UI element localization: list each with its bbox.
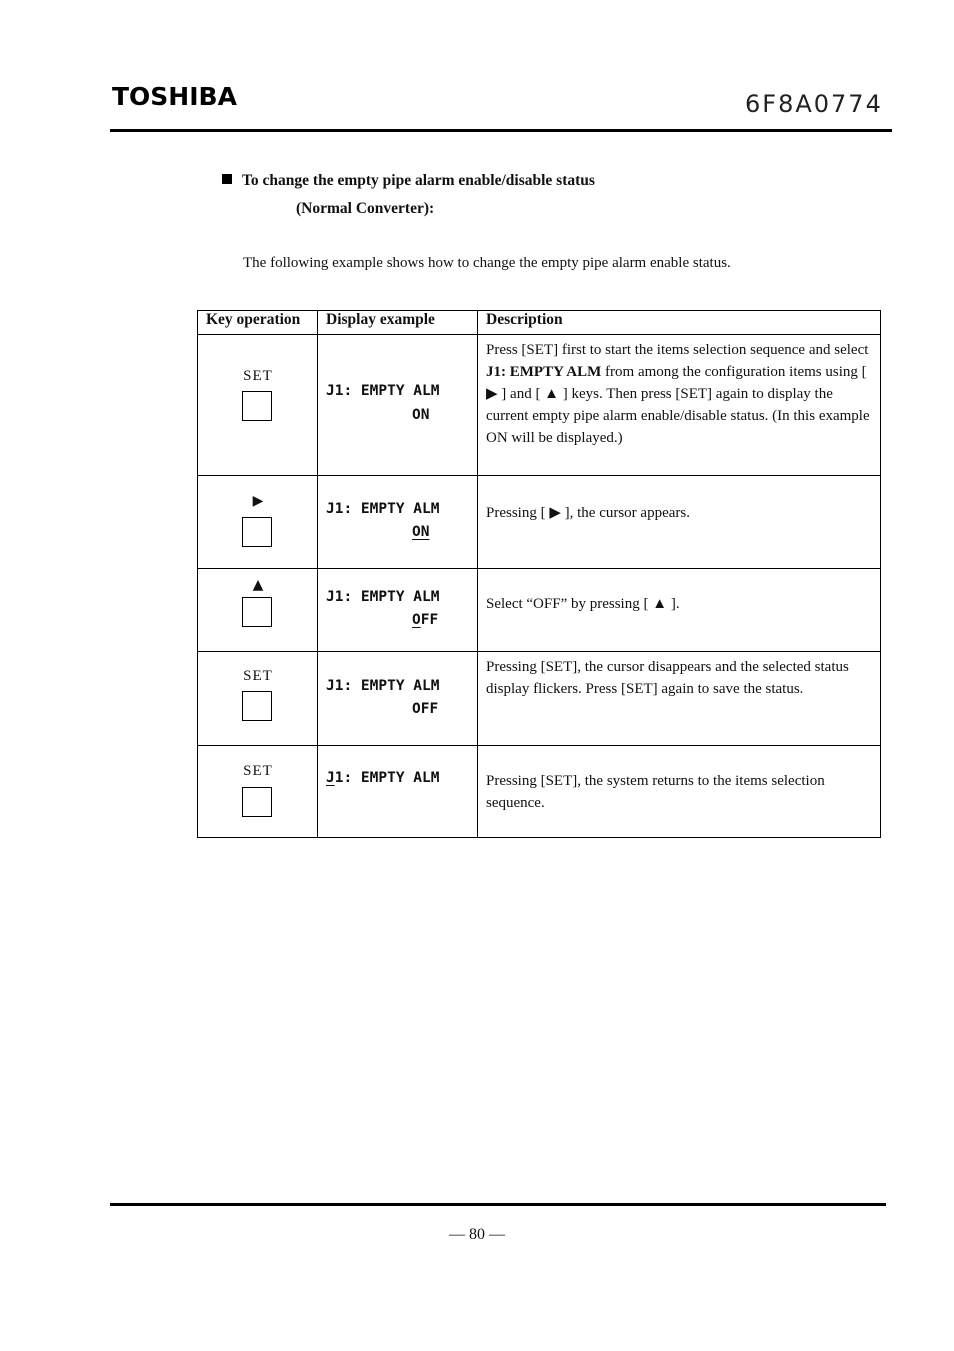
key-cell [198,569,318,652]
heading-title: To change the empty pipe alarm enable/disable status [242,172,595,189]
description-cell: Select “OFF” by pressing [ ▲ ]. [478,569,881,652]
description-cell [478,335,881,476]
cursor-char: J [326,770,335,786]
header-display-example: Display example [318,311,478,335]
brand-logo: TOSHIBA [112,82,237,111]
table-row [198,335,881,476]
header-rule [110,129,892,132]
table-row [198,569,881,652]
display-line-2: ON [412,524,430,540]
key-cell [198,335,318,476]
display-line-2: OFF [412,612,439,628]
description-text: Press [SET] first to start the items selection sequence and select [486,342,869,358]
key-cell [198,652,318,746]
header-key-operation: Key operation [198,311,318,335]
set-key-label: SET [243,668,273,684]
procedure-table [197,310,881,838]
footer-rule [110,1203,886,1206]
description-text: from among the configuration items using [ ▶ ] and [ ▲ ] keys. Then press [SET] again to display the current empty pipe alarm enable/disable status. (In this example ON will be displayed.) [486,364,870,446]
display-line-1: J1: EMPTY ALM [326,770,440,786]
description-bold: J1: EMPTY ALM [486,364,602,380]
display-line-1: J1: EMPTY ALM [326,678,440,694]
key-cell [198,746,318,838]
description-cell: Pressing [ ▶ ], the cursor appears. [478,476,881,569]
set-key-label: SET [243,763,273,779]
display-cell [318,746,478,838]
display-line-2: ON [412,407,430,423]
display-cell [318,335,478,476]
header-description: Description [478,311,881,335]
set-key-icon [242,691,272,721]
set-key-icon [242,787,272,817]
table-header-row [198,311,881,335]
up-arrow-icon: ▲ [252,577,264,593]
description-cell: Pressing [SET], the cursor disappears and the selected status display flickers. Press [SET] again to save the status. [478,652,881,746]
display-line-1: J1: EMPTY ALM [326,589,440,605]
page-number: — 80 — [449,1226,505,1243]
display-cell [318,476,478,569]
display-line-2: OFF [412,701,439,717]
right-key-icon [242,517,272,547]
description-cell: Pressing [SET], the system returns to the items selection sequence. [478,746,881,838]
set-key-icon [242,391,272,421]
up-key-icon [242,597,272,627]
display-cell [318,569,478,652]
table-row [198,746,881,838]
set-key-label: SET [243,368,273,384]
right-arrow-icon: ▶ [252,493,264,509]
section-subheading: (Normal Converter): [296,200,435,217]
table-row [198,652,881,746]
section-heading [222,172,595,190]
display-cell [318,652,478,746]
document-number: 6F8A0774 [745,90,883,118]
cursor-char: O [412,612,421,628]
key-cell [198,476,318,569]
display-line-1: J1: EMPTY ALM [326,501,440,517]
table-row [198,476,881,569]
intro-paragraph: The following example shows how to change the empty pipe alarm enable status. [243,255,731,271]
display-line-1: J1: EMPTY ALM [326,383,440,399]
bullet-icon [222,174,232,184]
